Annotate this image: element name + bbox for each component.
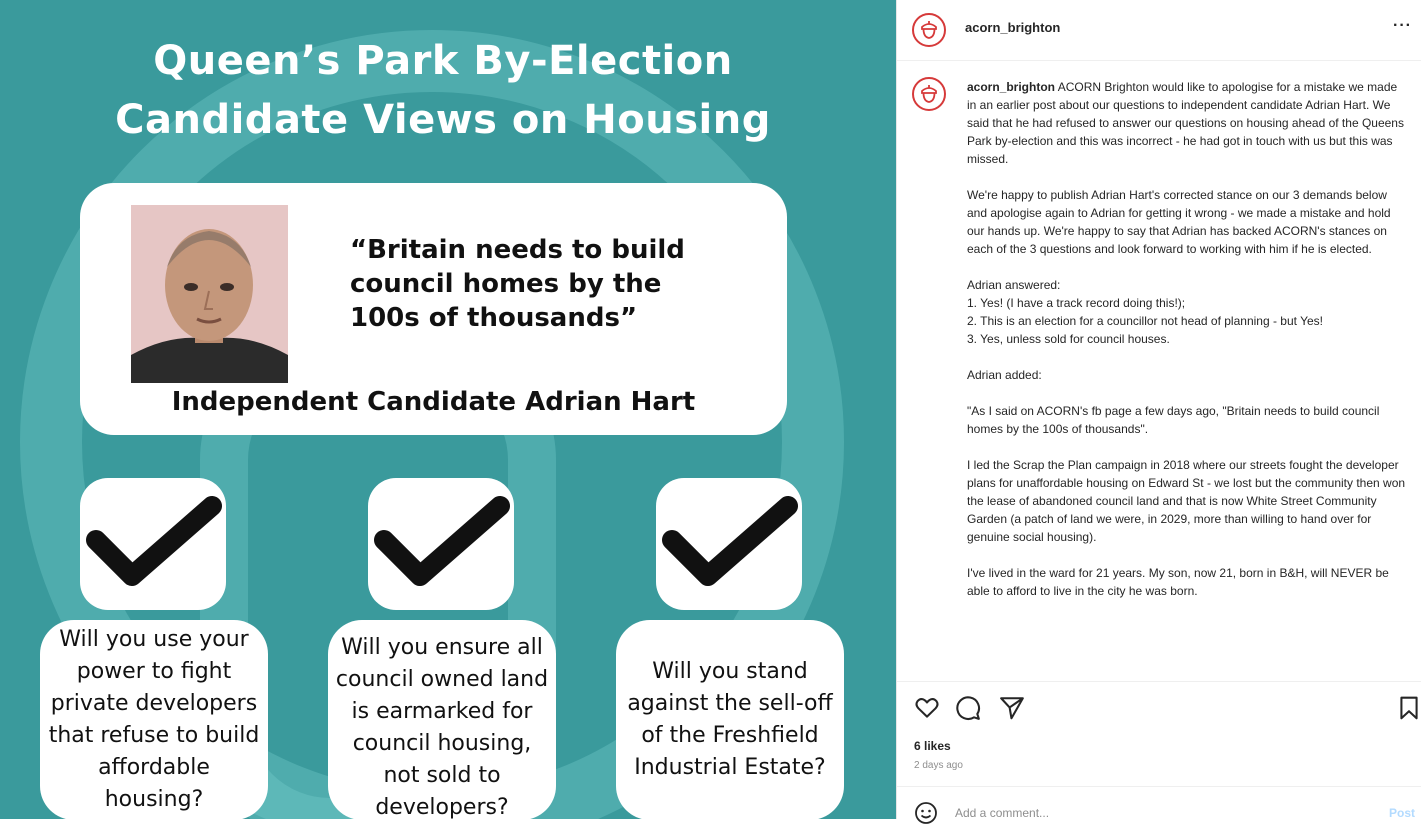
- question-card-2: [328, 620, 556, 819]
- checkmark-icon: [84, 492, 224, 592]
- caption-avatar[interactable]: [912, 77, 946, 111]
- header-divider: [897, 60, 1421, 61]
- comment-input[interactable]: [955, 802, 1335, 824]
- more-options-icon[interactable]: ···: [1393, 17, 1412, 34]
- caption-answers: Adrian answered: 1. Yes! (I have a track record doing this!); 2. This is an election for a councillor not head of planning - but Yes! 3. Yes, unless sold for council houses.: [967, 278, 1324, 346]
- header-username[interactable]: acorn_brighton: [965, 20, 1061, 35]
- quote-line: 100s of thousands”: [350, 303, 638, 333]
- post-caption: [967, 78, 1407, 676]
- candidate-photo: [131, 205, 288, 383]
- checkmark-card: [368, 478, 514, 610]
- caption-paragraph: "As I said on ACORN's fb page a few days ago, "Britain needs to build council homes by the 100s of thousands".: [967, 404, 1380, 436]
- comment-divider: [897, 786, 1421, 787]
- caption-paragraph: Adrian added:: [967, 368, 1042, 382]
- post-headline-line2: Candidate Views on Housing: [115, 97, 771, 143]
- quote-line: council homes by the: [350, 269, 662, 299]
- actions-divider: [897, 681, 1421, 682]
- acorn-logo-icon: [919, 20, 939, 40]
- checkmark-icon: [660, 492, 800, 592]
- send-icon[interactable]: [999, 695, 1025, 721]
- smiley-icon[interactable]: [914, 801, 938, 825]
- candidate-quote: [350, 233, 760, 335]
- caption-intro: ACORN Brighton would like to apologise for a mistake we made in an earlier post about our questions to independent candidate Adrian Hart. We said that he had refused to answer our questions on housing ahead of the Queens Park by-election and this was incorrect - he had got in touch with us but this was missed.: [967, 80, 1404, 166]
- caption-paragraph: I led the Scrap the Plan campaign in 2018 where our streets fought the developer plans for unaffordable housing on Edward St - we lost but the community then won the lease of abandoned council land and that is now White Street Community Garden (a patch of land we were, in 2029, more than willing to hand over for genuine social housing).: [967, 458, 1406, 544]
- checkmark-card: [656, 478, 802, 610]
- comment-icon[interactable]: [955, 695, 981, 721]
- caption-paragraph: I've lived in the ward for 21 years. My son, now 21, born in B&H, will NEVER be able to afford to live in the city he was born.: [967, 566, 1389, 598]
- post-comment-button[interactable]: Post: [1389, 806, 1416, 820]
- checkmark-card: [80, 478, 226, 610]
- likes-count[interactable]: 6 likes: [914, 739, 951, 753]
- candidate-label: Independent Candidate Adrian Hart: [171, 387, 696, 417]
- caption-paragraph: We're happy to publish Adrian Hart's corrected stance on our 3 demands below and apologise again to Adrian for getting it wrong - we made a mistake and hold our hands up. We're happy to say that Adrian has backed ACORN's stances on each of the 3 questions and look forward to working with him if he is elected.: [967, 188, 1391, 256]
- quote-line: “Britain needs to build: [350, 235, 685, 265]
- acorn-logo-icon: [919, 84, 939, 104]
- checkmark-icon: [372, 492, 512, 592]
- question-card-3: [616, 620, 844, 819]
- bookmark-icon[interactable]: [1396, 695, 1421, 721]
- post-headline-line1: Queen’s Park By-Election: [153, 38, 733, 84]
- question-text: Will you use your power to fight private developers that refuse to build affordable housing?: [48, 627, 260, 812]
- question-text: Will you stand against the sell-off of the Freshfield Industrial Estate?: [627, 659, 833, 780]
- question-text: Will you ensure all council owned land is earmarked for council housing, not sold to developers?: [335, 635, 549, 819]
- heart-icon[interactable]: [914, 695, 940, 721]
- quote-card: [80, 183, 787, 435]
- question-card-1: [40, 620, 268, 819]
- profile-avatar[interactable]: [912, 13, 946, 47]
- post-sidebar: [896, 0, 1421, 819]
- post-timestamp[interactable]: 2 days ago: [914, 760, 963, 771]
- caption-username[interactable]: acorn_brighton: [967, 80, 1056, 94]
